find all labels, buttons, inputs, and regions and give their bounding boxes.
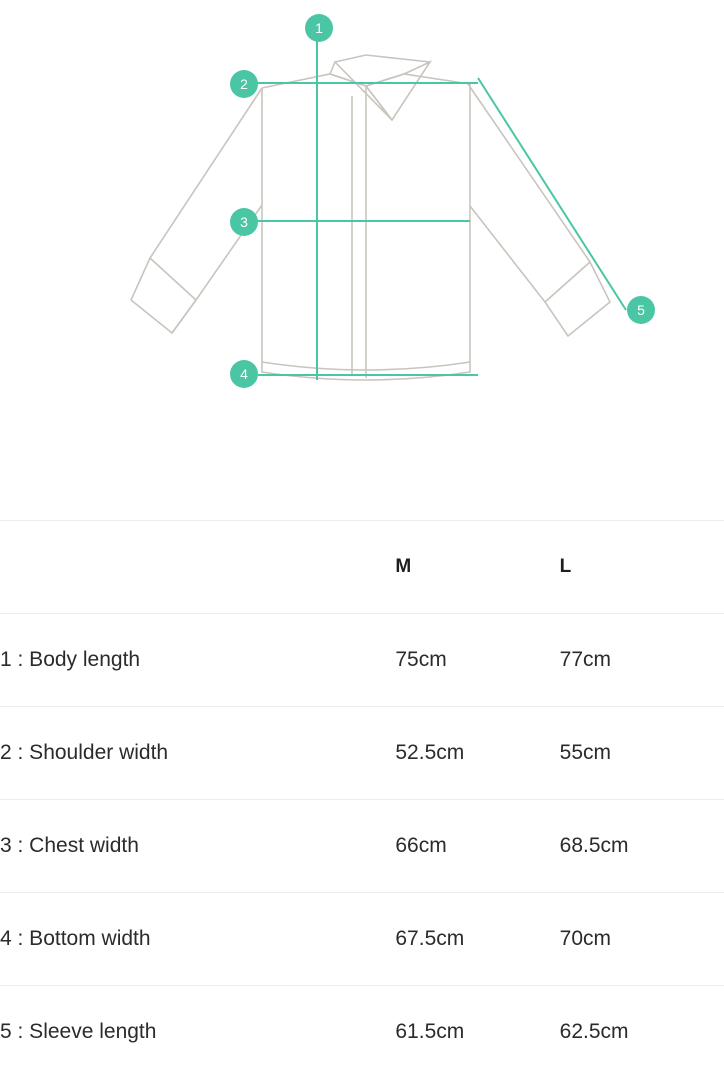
column-header-measurement — [0, 521, 395, 614]
table-header-row — [0, 521, 724, 614]
row-label-body-length: 1 : Body length — [0, 648, 141, 671]
row-value-sleeve-length-m: 61.5cm — [395, 1020, 465, 1043]
row-value-shoulder-width-m: 52.5cm — [395, 741, 465, 764]
row-label-shoulder-width: 2 : Shoulder width — [0, 741, 169, 764]
row-label-bottom-width: 4 : Bottom width — [0, 927, 151, 950]
measure-marker-4: 4 — [230, 360, 258, 388]
row-label-chest-width: 3 : Chest width — [0, 834, 139, 857]
row-value-body-length-m: 75cm — [395, 648, 447, 671]
right-cuff-line — [545, 262, 590, 302]
measure-marker-1: 1 — [305, 14, 333, 42]
column-header-m: M — [395, 556, 412, 577]
left-collar — [330, 62, 392, 120]
right-sleeve-outline — [468, 84, 610, 336]
table-row — [0, 707, 724, 800]
row-value-shoulder-width-l: 55cm — [559, 741, 612, 764]
table-row — [0, 893, 724, 986]
row-label-sleeve-length: 5 : Sleeve length — [0, 1020, 157, 1043]
size-chart-table — [0, 520, 724, 1078]
right-collar — [366, 62, 430, 120]
left-cuff-line — [150, 258, 196, 300]
collar-band — [335, 55, 430, 62]
measure-marker-2: 2 — [230, 70, 258, 98]
row-value-sleeve-length-l: 62.5cm — [559, 1020, 629, 1043]
table-row — [0, 614, 724, 707]
row-value-body-length-l: 77cm — [559, 648, 612, 671]
measure-marker-5: 5 — [627, 296, 655, 324]
column-header-l: L — [559, 556, 572, 577]
row-value-bottom-width-m: 67.5cm — [395, 927, 465, 950]
row-value-chest-width-l: 68.5cm — [559, 834, 629, 857]
garment-measurement-diagram — [0, 0, 724, 520]
table-row — [0, 986, 724, 1079]
row-value-chest-width-m: 66cm — [395, 834, 447, 857]
shirt-illustration — [0, 0, 724, 520]
row-value-bottom-width-l: 70cm — [559, 927, 612, 950]
measure-sleeve-length — [478, 78, 626, 310]
table-row — [0, 800, 724, 893]
measure-marker-3: 3 — [230, 208, 258, 236]
